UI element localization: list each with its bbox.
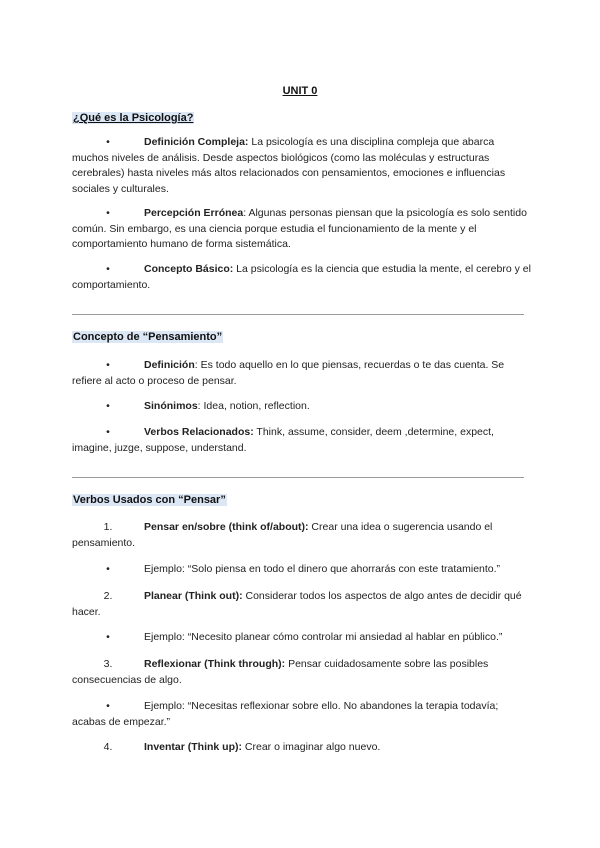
item-term: Definición	[144, 359, 195, 371]
list-item	[72, 520, 532, 551]
item-text: Think, assume, consider, deem ,determine, expect, imagine, juzge, suppose, understand.	[72, 426, 494, 454]
bullet-marker: •	[106, 563, 110, 575]
bullet-marker: •	[106, 631, 110, 643]
list-item	[72, 657, 532, 688]
bullet-marker: •	[106, 359, 110, 371]
horizontal-divider	[72, 314, 524, 315]
item-text: : Algunas personas piensan que la psicología es solo sentido común. Sin embargo, es una ciencia porque estudia el funcionamiento de la mente y el comportamiento humano de forma sistemática.	[72, 207, 527, 250]
bullet-marker: •	[106, 426, 110, 438]
section-heading-verbos: Verbos Usados con “Pensar”	[73, 494, 226, 506]
bullet-marker: •	[106, 263, 110, 275]
item-term: Reflexionar (Think through):	[144, 658, 286, 670]
item-text: Ejemplo: “Necesito planear cómo controlar mi ansiedad al hablar en público.”	[144, 631, 503, 643]
item-text: La psicología es la ciencia que estudia la mente, el cerebro y el comportamiento.	[72, 263, 531, 291]
list-item	[72, 699, 532, 730]
item-term: Concepto Básico:	[144, 263, 234, 275]
horizontal-divider	[72, 477, 524, 478]
item-text: : Es todo aquello en lo que piensas, recuerdas o te das cuenta. Se refiere al acto o proceso de pensar.	[72, 359, 505, 387]
item-text: La psicología es una disciplina compleja que abarca muchos niveles de análisis. Desde aspectos biológicos (como las moléculas y estructuras cerebrales) hasta niveles más altos relacionados con pensamientos, emociones e influencias sociales y culturales.	[72, 136, 506, 195]
item-term: Pensar en/sobre (think of/about):	[144, 521, 309, 533]
number-marker: 4.	[103, 741, 113, 753]
number-marker: 2.	[103, 590, 113, 602]
item-text: Ejemplo: “Solo piensa en todo el dinero que ahorrarás con este tratamiento.”	[144, 563, 501, 575]
bullet-marker: •	[106, 207, 110, 219]
bullet-marker: •	[106, 400, 110, 412]
item-text: : Idea, notion, reflection.	[197, 400, 310, 412]
item-term: Planear (Think out):	[144, 590, 243, 602]
item-text: Considerar todos los aspectos de algo antes de decidir qué hacer.	[72, 590, 522, 618]
item-term: Sinónimos	[144, 400, 198, 412]
page-title: UNIT 0	[282, 85, 318, 97]
item-text: Pensar cuidadosamente sobre las posibles consecuencias de algo.	[72, 658, 489, 686]
list-item	[72, 262, 532, 293]
list-item	[72, 425, 532, 456]
list-item	[72, 630, 532, 646]
list-item	[72, 358, 532, 389]
list-item	[72, 135, 532, 197]
list-item	[72, 740, 532, 756]
bullet-marker: •	[106, 136, 110, 148]
list-item	[72, 562, 532, 578]
number-marker: 3.	[103, 658, 113, 670]
number-marker: 1.	[103, 521, 113, 533]
list-item	[72, 399, 532, 415]
item-term: Percepción Errónea	[144, 207, 244, 219]
item-text: Ejemplo: “Necesitas reflexionar sobre ello. No abandones la terapia todavía; acabas de empezar.”	[72, 700, 499, 728]
item-text: Crear o imaginar algo nuevo.	[242, 741, 381, 753]
item-term: Definición Compleja:	[144, 136, 249, 148]
list-item	[72, 206, 532, 253]
item-term: Inventar (Think up):	[144, 741, 242, 753]
item-text: Crear una idea o sugerencia usando el pensamiento.	[72, 521, 493, 549]
item-term: Verbos Relacionados:	[144, 426, 254, 438]
section-heading-pensamiento: Concepto de “Pensamiento”	[73, 331, 223, 343]
list-item	[72, 589, 532, 620]
bullet-marker: •	[106, 700, 110, 712]
section-heading-psicologia: ¿Qué es la Psicología?	[73, 112, 194, 124]
